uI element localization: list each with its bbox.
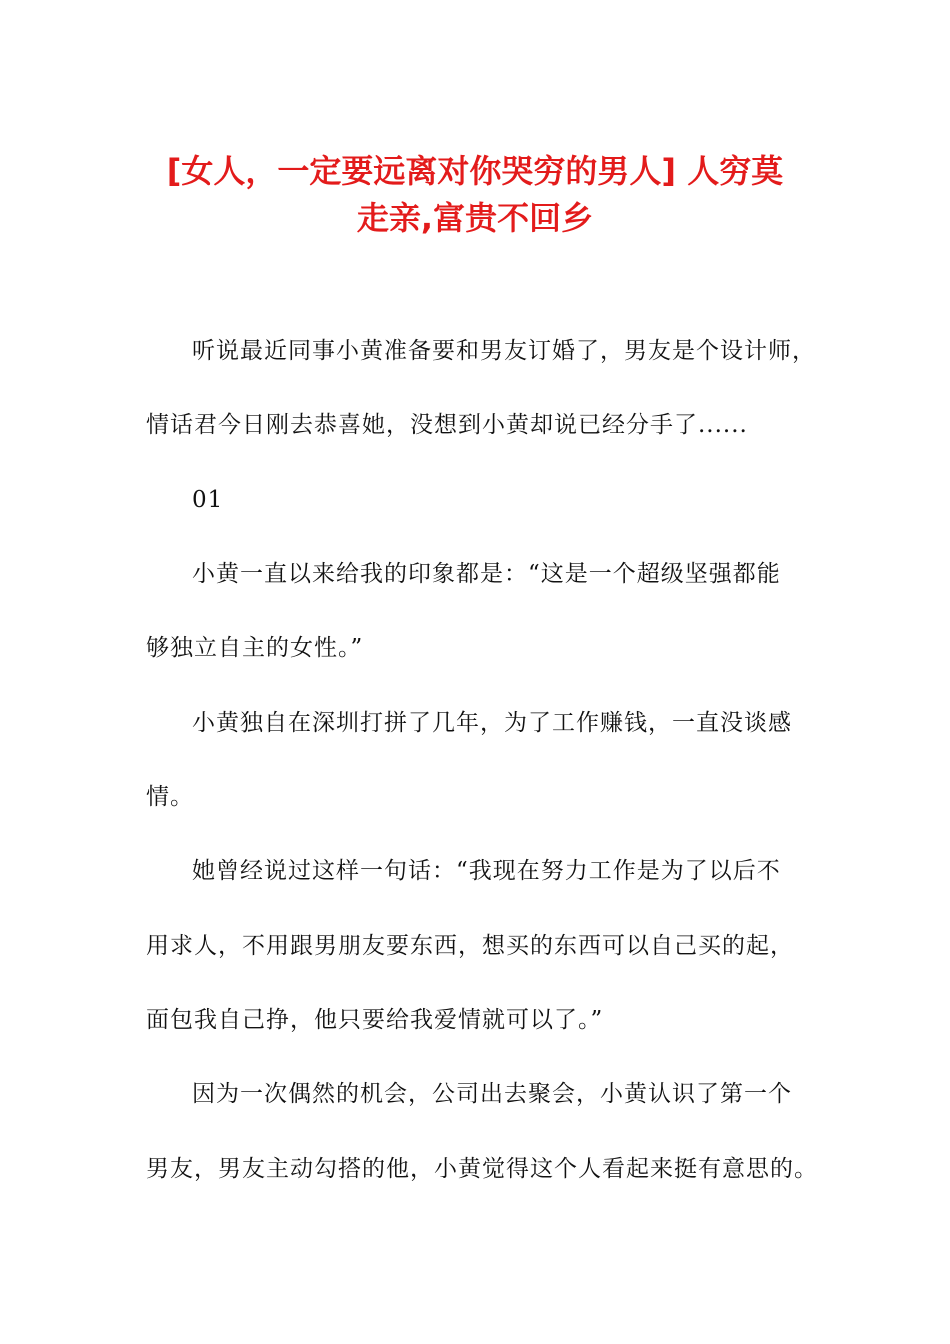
- title-line-2: 走亲,富贵不回乡: [356, 199, 594, 237]
- paragraph-line: 面包我自己挣，他只要给我爱情就可以了。”: [146, 1007, 604, 1033]
- paragraph-line: 小黄独自在深圳打拼了几年，为了工作赚钱，一直没谈感: [192, 710, 792, 736]
- title-line-1: [女人，一定要远离对你哭穷的男人] 人穷莫: [166, 152, 784, 190]
- paragraph-line: 她曾经说过这样一句话：“我现在努力工作是为了以后不: [192, 858, 781, 884]
- section-number: 01: [192, 487, 224, 513]
- paragraph-line: 情。: [146, 784, 194, 810]
- paragraph-line: 小黄一直以来给我的印象都是：“这是一个超级坚强都能: [192, 561, 781, 587]
- paragraph-line: 听说最近同事小黄准备要和男友订婚了，男友是个设计师，: [192, 338, 816, 364]
- paragraph-line: 用求人，不用跟男朋友要东西，想买的东西可以自己买的起，: [146, 933, 794, 959]
- paragraph-line: 够独立自主的女性。”: [146, 635, 364, 661]
- paragraph-line: 情话君今日刚去恭喜她，没想到小黄却说已经分手了......: [146, 412, 748, 438]
- paragraph-line: 男友，男友主动勾搭的他，小黄觉得这个人看起来挺有意思的。: [146, 1156, 818, 1182]
- paragraph-line: 因为一次偶然的机会，公司出去聚会，小黄认识了第一个: [192, 1081, 792, 1107]
- document-title: [150, 148, 800, 242]
